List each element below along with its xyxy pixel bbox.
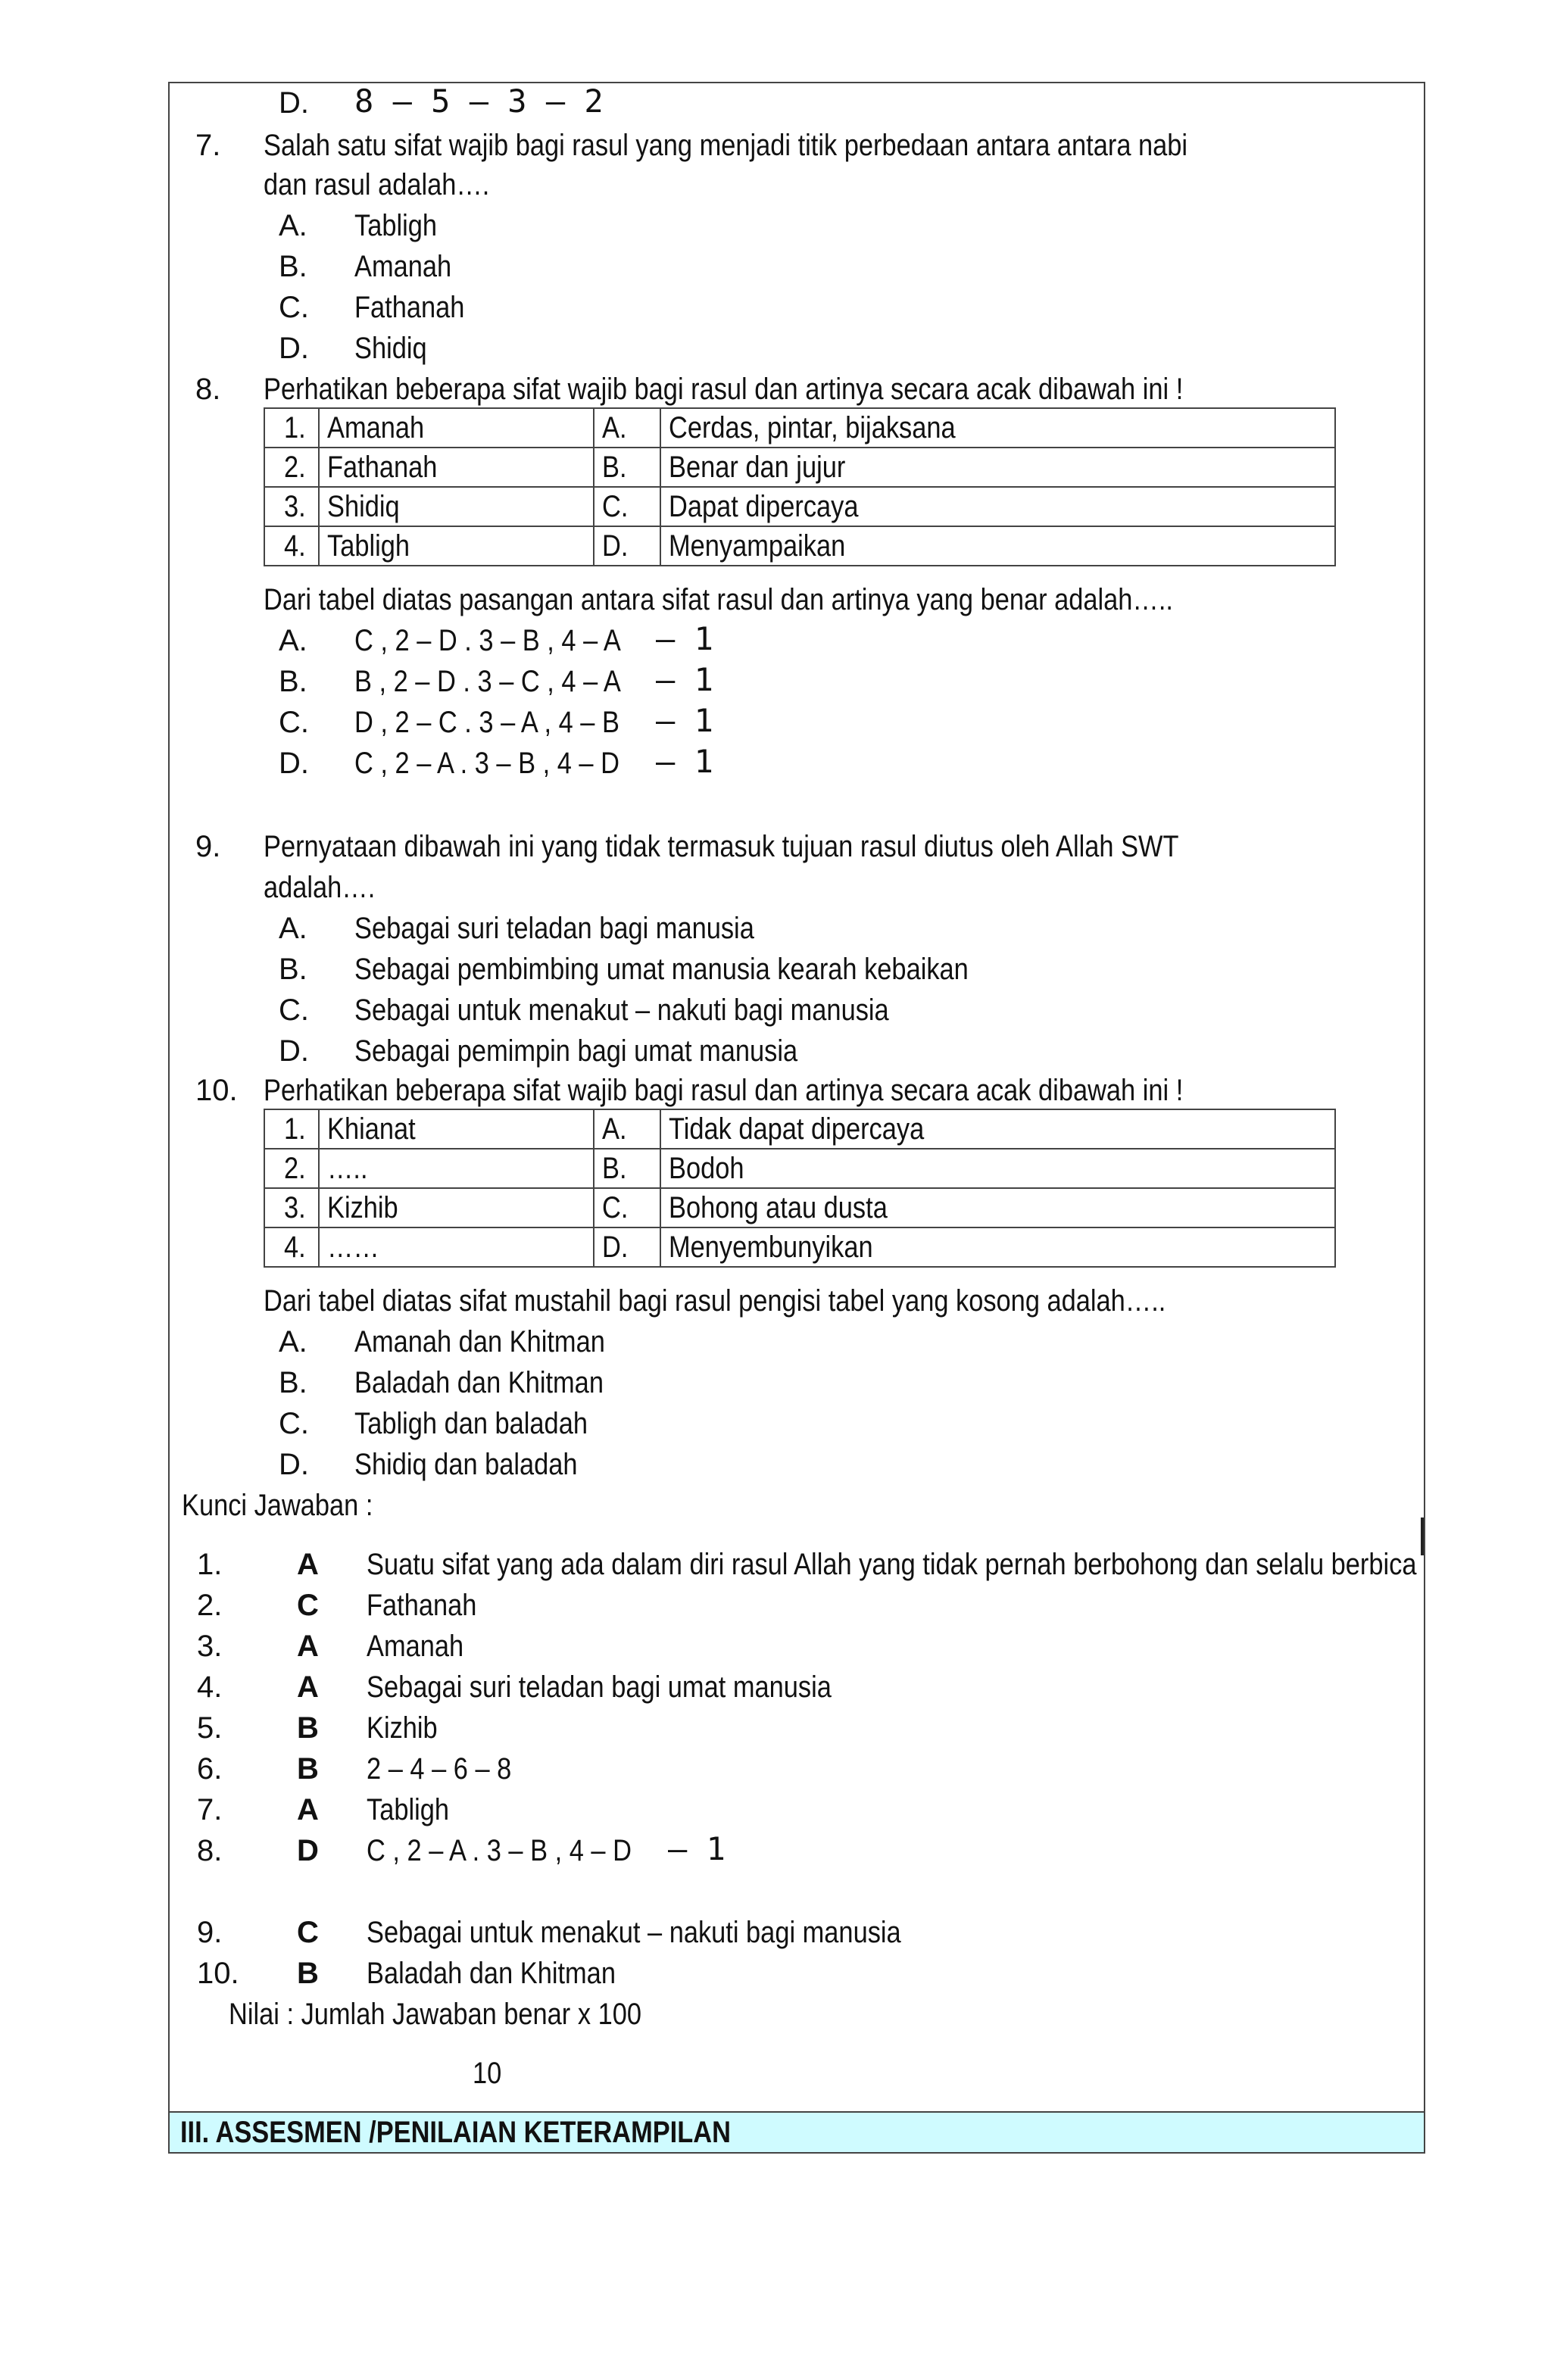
answer-tail: – 1 xyxy=(668,1830,726,1867)
option-text: Shidiq dan baladah xyxy=(354,1448,578,1481)
table-cell: 4. xyxy=(264,526,319,566)
option-letter: A. xyxy=(279,1325,307,1358)
section-heading-bar xyxy=(168,2111,1425,2154)
table-cell: ….. xyxy=(319,1149,594,1188)
table-cell: D. xyxy=(594,526,660,566)
table-cell: B. xyxy=(594,1149,660,1188)
answer-letter: A xyxy=(297,1548,319,1581)
answer-letter: A xyxy=(297,1630,319,1663)
option-letter: C. xyxy=(279,1407,309,1440)
answer-number: 5. xyxy=(197,1711,223,1745)
table-row xyxy=(264,526,1335,566)
question-number: 9. xyxy=(195,830,221,863)
answer-number: 7. xyxy=(197,1793,223,1826)
answer-letter: C xyxy=(297,1916,319,1949)
question-number: 7. xyxy=(195,129,221,162)
option-text: Sebagai suri teladan bagi manusia xyxy=(354,912,754,945)
table-row xyxy=(264,1109,1335,1149)
table-cell: 2. xyxy=(264,448,319,487)
option-text: 8 – 5 – 3 – 2 xyxy=(354,83,604,120)
table-row xyxy=(264,408,1335,448)
answer-text: Kizhib xyxy=(367,1711,438,1745)
answer-number: 10. xyxy=(197,1957,239,1990)
table-cell: Cerdas, pintar, bijaksana xyxy=(660,408,1335,448)
option-letter: B. xyxy=(279,1366,307,1399)
answer-letter: D xyxy=(297,1834,319,1867)
table-row xyxy=(264,1227,1335,1267)
option-tail: – 1 xyxy=(656,743,713,780)
table-cell: Kizhib xyxy=(319,1188,594,1227)
table-cell: Bodoh xyxy=(660,1149,1335,1188)
vertical-line xyxy=(1421,1518,1424,1555)
option-text: Fathanah xyxy=(354,291,465,324)
answer-letter: B xyxy=(297,1711,319,1745)
option-letter: D. xyxy=(279,1034,309,1068)
option-tail: – 1 xyxy=(656,702,713,739)
table-cell: 1. xyxy=(264,1109,319,1149)
option-text: Amanah dan Khitman xyxy=(354,1325,605,1358)
table-cell: D. xyxy=(594,1227,660,1267)
option-letter: C. xyxy=(279,291,309,324)
answer-number: 9. xyxy=(197,1916,223,1949)
table-cell: Fathanah xyxy=(319,448,594,487)
option-text: Baladah dan Khitman xyxy=(354,1366,604,1399)
table-cell: B. xyxy=(594,448,660,487)
table-cell: Dapat dipercaya xyxy=(660,487,1335,526)
table-cell: Shidiq xyxy=(319,487,594,526)
table-cell: 1. xyxy=(264,408,319,448)
table-cell: Menyampaikan xyxy=(660,526,1335,566)
table-cell: Menyembunyikan xyxy=(660,1227,1335,1267)
table-cell: C. xyxy=(594,487,660,526)
answer-key-title: Kunci Jawaban : xyxy=(182,1489,373,1522)
answer-text: Fathanah xyxy=(367,1589,477,1622)
question-text: Dari tabel diatas sifat mustahil bagi rasul pengisi tabel yang kosong adalah….. xyxy=(264,1284,1166,1318)
table-cell: Bohong atau dusta xyxy=(660,1188,1335,1227)
answer-number: 6. xyxy=(197,1752,223,1786)
table-cell: 3. xyxy=(264,1188,319,1227)
table-cell: 3. xyxy=(264,487,319,526)
option-letter: D. xyxy=(279,332,309,365)
option-letter: B. xyxy=(279,665,307,698)
answer-text: Sebagai untuk menakut – nakuti bagi manusia xyxy=(367,1916,901,1949)
table-cell: …… xyxy=(319,1227,594,1267)
answer-letter: A xyxy=(297,1793,319,1826)
page-number: 10 xyxy=(473,2057,502,2090)
table-cell: 4. xyxy=(264,1227,319,1267)
option-letter: C. xyxy=(279,993,309,1027)
option-text: Shidiq xyxy=(354,332,427,365)
question-text: adalah…. xyxy=(264,871,376,904)
table-cell: Amanah xyxy=(319,408,594,448)
option-text: C , 2 – D . 3 – B , 4 – A xyxy=(354,624,621,657)
table-cell: C. xyxy=(594,1188,660,1227)
answer-number: 3. xyxy=(197,1630,223,1663)
score-note: Nilai : Jumlah Jawaban benar x 100 xyxy=(229,1998,641,2031)
answer-number: 4. xyxy=(197,1670,223,1704)
answer-letter: B xyxy=(297,1957,319,1990)
section-heading: III. ASSESMEN /PENILAIAN KETERAMPILAN xyxy=(180,2116,731,2149)
option-letter: B. xyxy=(279,250,307,283)
answer-text: Sebagai suri teladan bagi umat manusia xyxy=(367,1670,832,1704)
table-row xyxy=(264,487,1335,526)
option-text: Sebagai untuk menakut – nakuti bagi manusia xyxy=(354,993,889,1027)
answer-number: 2. xyxy=(197,1589,223,1622)
question-number: 10. xyxy=(195,1074,238,1107)
answer-number: 1. xyxy=(197,1548,223,1581)
answer-letter: C xyxy=(297,1589,319,1622)
answer-number: 8. xyxy=(197,1834,223,1867)
table-cell: A. xyxy=(594,1109,660,1149)
option-text: Amanah xyxy=(354,250,452,283)
option-text: Tabligh xyxy=(354,209,438,242)
option-tail: – 1 xyxy=(656,661,713,698)
option-text: Sebagai pembimbing umat manusia kearah kebaikan xyxy=(354,953,969,986)
table-row xyxy=(264,448,1335,487)
option-letter: A. xyxy=(279,209,307,242)
option-letter: A. xyxy=(279,624,307,657)
answer-text: Suatu sifat yang ada dalam diri rasul Allah yang tidak pernah berbohong dan selalu berbica xyxy=(367,1548,1417,1581)
table-cell: Tabligh xyxy=(319,526,594,566)
table-cell: A. xyxy=(594,408,660,448)
option-text: Sebagai pemimpin bagi umat manusia xyxy=(354,1034,798,1068)
answer-text: Tabligh xyxy=(367,1793,450,1826)
answer-letter: B xyxy=(297,1752,319,1786)
option-letter: D. xyxy=(279,86,309,120)
answer-text: 2 – 4 – 6 – 8 xyxy=(367,1752,512,1786)
option-letter: B. xyxy=(279,953,307,986)
table-row xyxy=(264,1149,1335,1188)
table-cell: Khianat xyxy=(319,1109,594,1149)
option-letter: A. xyxy=(279,912,307,945)
option-text: Tabligh dan baladah xyxy=(354,1407,588,1440)
answer-text: Baladah dan Khitman xyxy=(367,1957,616,1990)
question-number: 8. xyxy=(195,373,221,406)
table-row xyxy=(264,1188,1335,1227)
answer-text: C , 2 – A . 3 – B , 4 – D xyxy=(367,1834,632,1867)
table-cell: 2. xyxy=(264,1149,319,1188)
option-letter: D. xyxy=(279,1448,309,1481)
question-text: Dari tabel diatas pasangan antara sifat rasul dan artinya yang benar adalah….. xyxy=(264,583,1173,616)
question-text: Perhatikan beberapa sifat wajib bagi rasul dan artinya secara acak dibawah ini ! xyxy=(264,373,1184,406)
question-text: Salah satu sifat wajib bagi rasul yang menjadi titik perbedaan antara antara nabi xyxy=(264,129,1188,162)
option-text: D , 2 – C . 3 – A , 4 – B xyxy=(354,706,619,739)
answer-letter: A xyxy=(297,1670,319,1704)
option-text: B , 2 – D . 3 – C , 4 – A xyxy=(354,665,621,698)
answer-text: Amanah xyxy=(367,1630,464,1663)
matching-table xyxy=(264,1109,1336,1268)
option-letter: C. xyxy=(279,706,309,739)
table-cell: Benar dan jujur xyxy=(660,448,1335,487)
option-text: C , 2 – A . 3 – B , 4 – D xyxy=(354,747,619,780)
option-letter: D. xyxy=(279,747,309,780)
table-cell: Tidak dapat dipercaya xyxy=(660,1109,1335,1149)
question-text: dan rasul adalah…. xyxy=(264,168,490,201)
question-text: Pernyataan dibawah ini yang tidak termasuk tujuan rasul diutus oleh Allah SWT xyxy=(264,830,1179,863)
question-text: Perhatikan beberapa sifat wajib bagi rasul dan artinya secara acak dibawah ini ! xyxy=(264,1074,1184,1107)
matching-table xyxy=(264,407,1336,566)
option-tail: – 1 xyxy=(656,620,713,657)
